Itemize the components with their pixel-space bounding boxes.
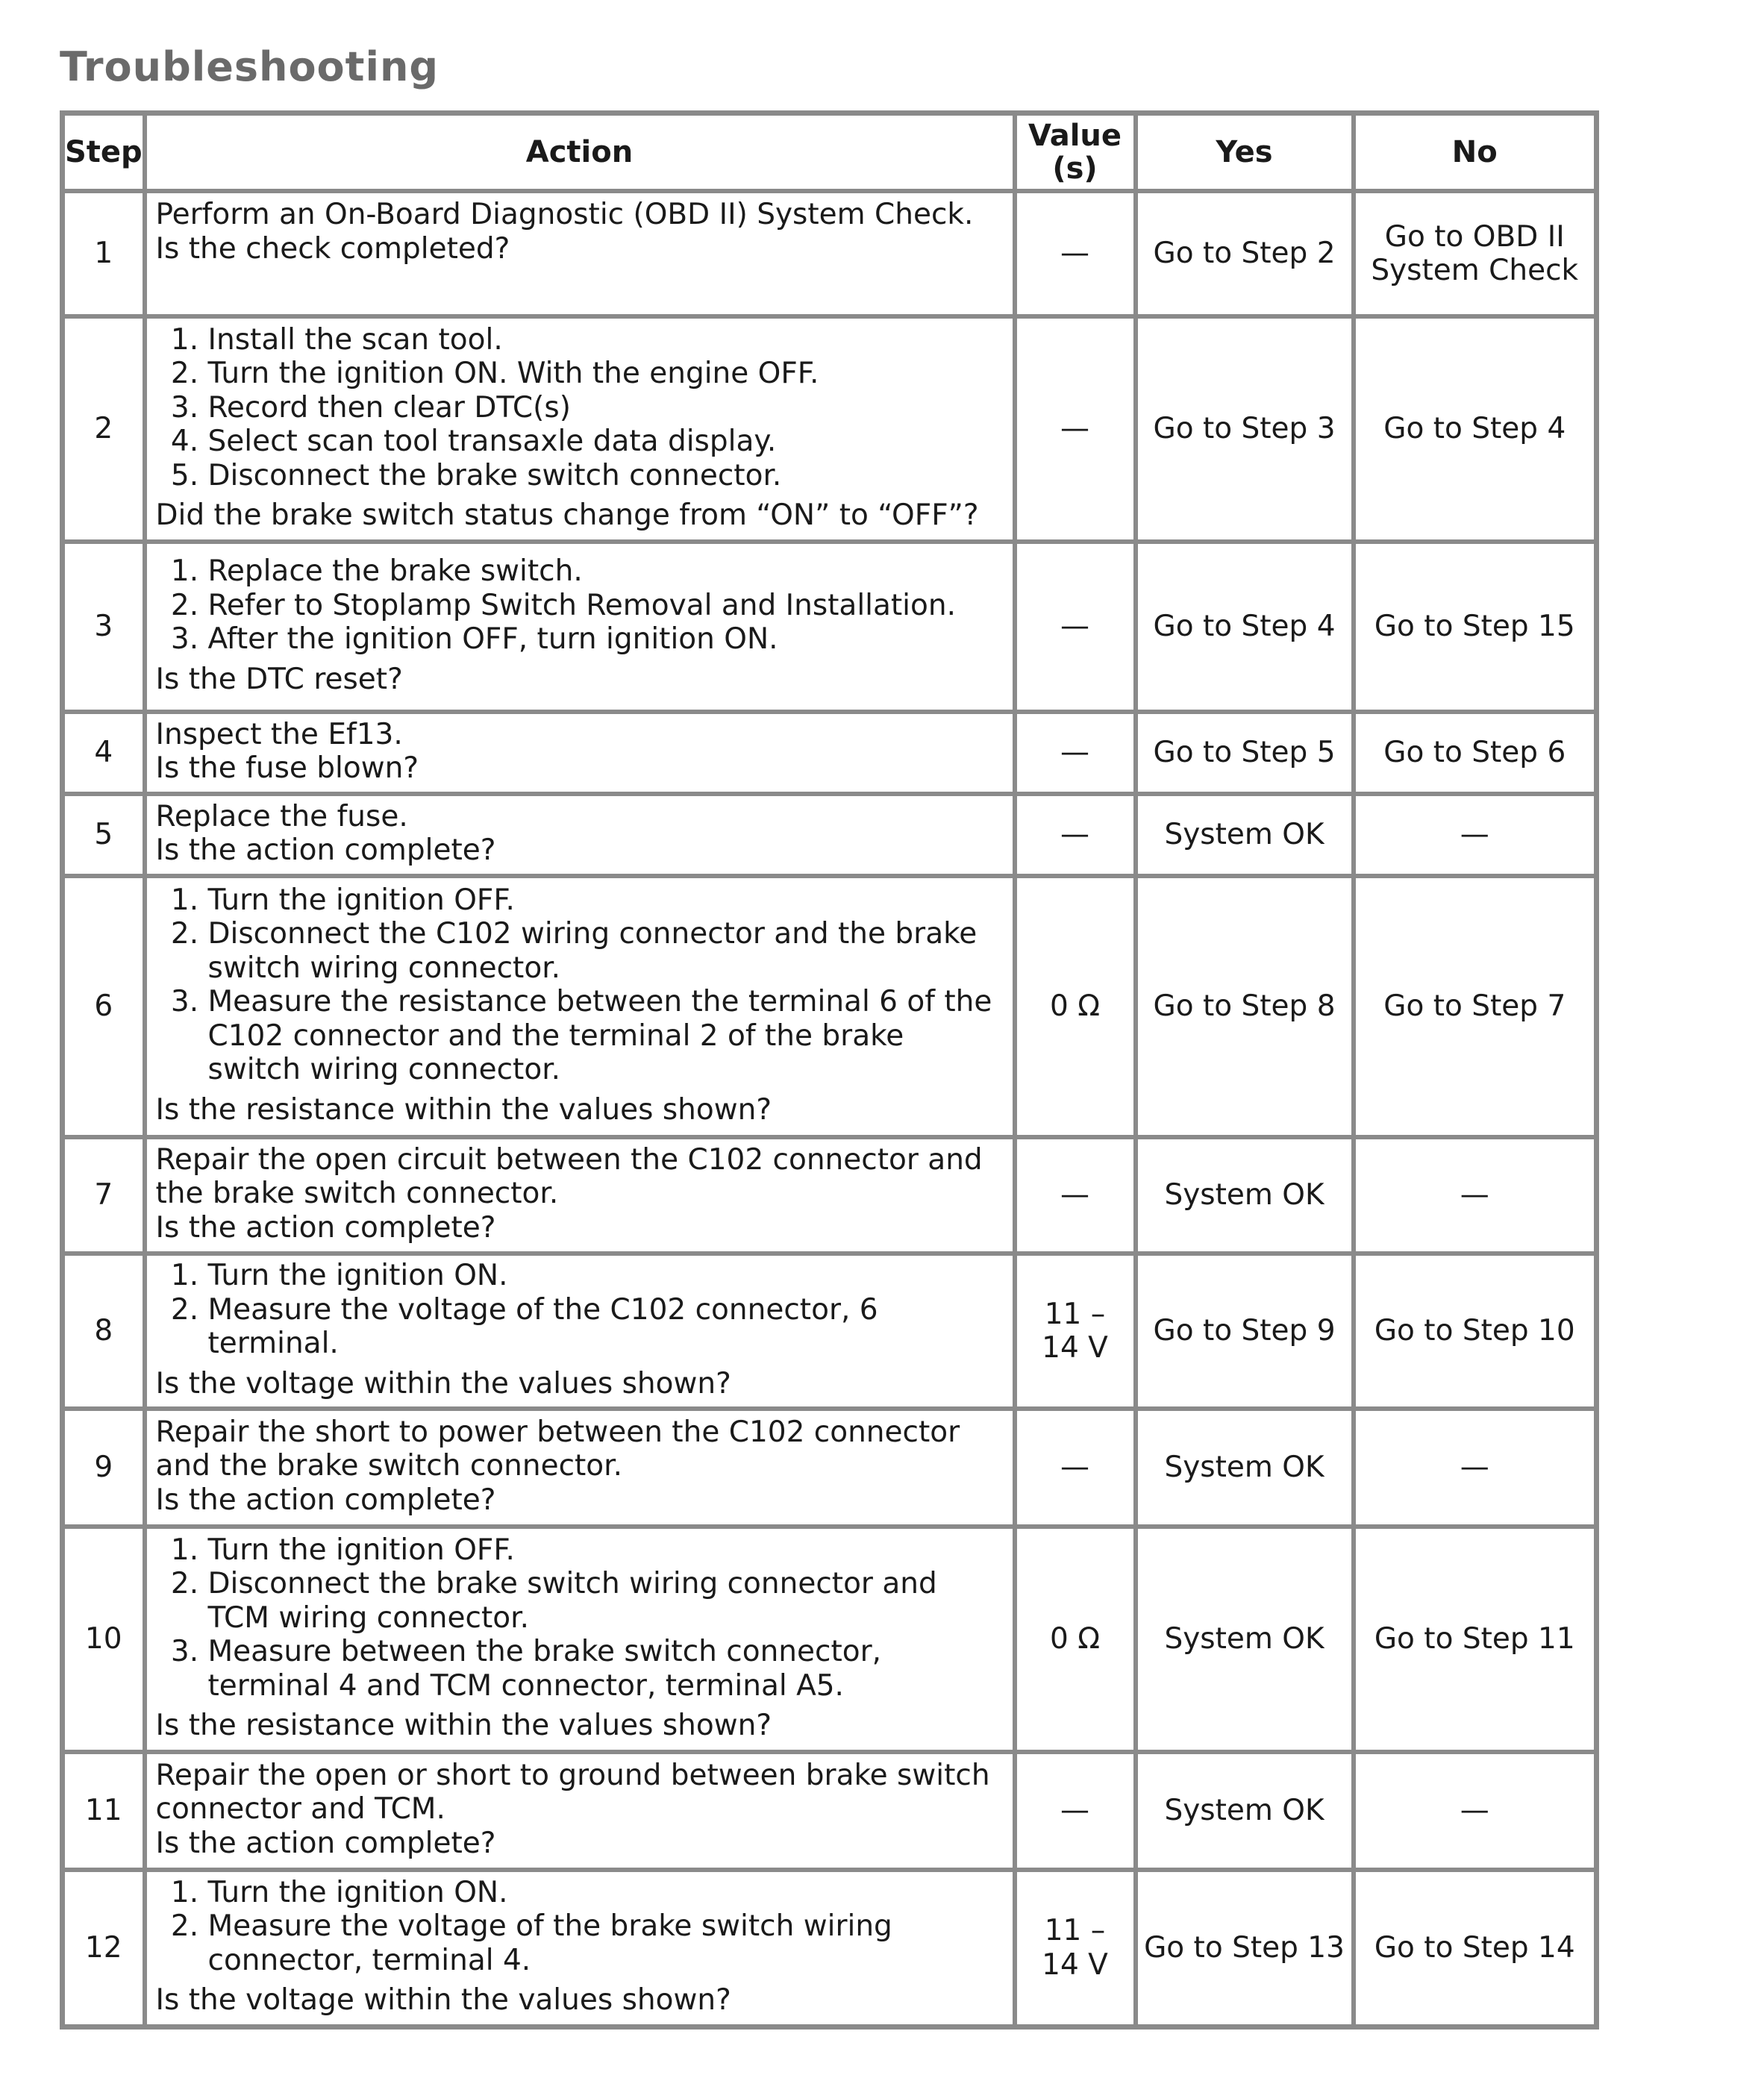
- action-list: [156, 554, 1005, 657]
- value-cell: —: [1015, 1137, 1136, 1254]
- step-number: 7: [63, 1137, 145, 1254]
- action-line: Repair the short to power between the C102 connector and the brake switch connector.: [155, 1415, 960, 1483]
- step-number: 6: [63, 876, 145, 1137]
- action-question: Is the DTC reset?: [155, 662, 403, 696]
- header-action: Action: [145, 113, 1015, 192]
- action-item: 1. Turn the ignition OFF.: [208, 883, 1005, 918]
- action-item: 3. Measure the resistance between the terminal 6 of the C102 connector and the terminal 2 of the brake switch wiring connector.: [208, 985, 1005, 1087]
- table-row: [63, 876, 1597, 1137]
- action-item: 3. Record then clear DTC(s): [208, 391, 1005, 425]
- no-cell: —: [1354, 1409, 1597, 1527]
- yes-cell: System OK: [1136, 1527, 1354, 1752]
- action-list: [156, 1259, 1005, 1361]
- table-row: [63, 1254, 1597, 1409]
- header-row: [63, 113, 1597, 192]
- value-cell: 11 – 14 V: [1015, 1870, 1136, 2027]
- action-question: Is the voltage within the values shown?: [155, 1366, 731, 1401]
- table-row: [63, 794, 1597, 876]
- action-cell: [145, 794, 1015, 876]
- action-question: Is the resistance within the values shown?: [155, 1092, 772, 1127]
- header-step: Step: [63, 113, 145, 192]
- action-question: Is the action complete?: [155, 1483, 496, 1517]
- action-question: Is the resistance within the values shown?: [155, 1709, 772, 1742]
- yes-cell: Go to Step 4: [1136, 542, 1354, 712]
- no-cell: Go to Step 4: [1354, 316, 1597, 542]
- table-row: [63, 712, 1597, 794]
- action-cell: [145, 1870, 1015, 2027]
- no-cell: Go to Step 6: [1354, 712, 1597, 794]
- no-cell: Go to Step 15: [1354, 542, 1597, 712]
- action-list: [156, 1533, 1005, 1703]
- value-cell: —: [1015, 712, 1136, 794]
- no-cell: —: [1354, 1752, 1597, 1870]
- step-number: 8: [63, 1254, 145, 1409]
- action-question: Did the brake switch status change from “ON” to “OFF”?: [155, 498, 979, 532]
- value-cell: —: [1015, 542, 1136, 712]
- step-number: 5: [63, 794, 145, 876]
- action-line: Replace the fuse.: [155, 799, 408, 833]
- action-cell: [145, 1254, 1015, 1409]
- yes-cell: System OK: [1136, 1409, 1354, 1527]
- action-question: Is the check completed?: [155, 231, 510, 266]
- action-item: 1. Turn the ignition ON.: [208, 1876, 1005, 1910]
- action-cell: [145, 1409, 1015, 1527]
- step-number: 10: [63, 1527, 145, 1752]
- value-cell: —: [1015, 316, 1136, 542]
- action-cell: [145, 542, 1015, 712]
- action-item: 1. Install the scan tool.: [208, 323, 1005, 357]
- action-item: 5. Disconnect the brake switch connector.: [208, 459, 1005, 493]
- no-cell: Go to Step 7: [1354, 876, 1597, 1137]
- no-cell: Go to Step 10: [1354, 1254, 1597, 1409]
- header-value: Value (s): [1015, 113, 1136, 192]
- yes-cell: System OK: [1136, 794, 1354, 876]
- action-item: 4. Select scan tool transaxle data display.: [208, 425, 1005, 459]
- yes-cell: Go to Step 3: [1136, 316, 1354, 542]
- value-cell: —: [1015, 1752, 1136, 1870]
- table-row: [63, 316, 1597, 542]
- step-number: 11: [63, 1752, 145, 1870]
- action-item: 1. Turn the ignition ON.: [208, 1259, 1005, 1293]
- value-cell: 0 Ω: [1015, 876, 1136, 1137]
- table-row: [63, 1137, 1597, 1254]
- action-cell: [145, 191, 1015, 316]
- action-line: Inspect the Ef13.: [155, 717, 403, 751]
- action-item: 1. Turn the ignition OFF.: [208, 1533, 1005, 1568]
- table-row: [63, 1409, 1597, 1527]
- action-item: 2. Turn the ignition ON. With the engine OFF.: [208, 357, 1005, 391]
- action-cell: [145, 876, 1015, 1137]
- value-cell: —: [1015, 191, 1136, 316]
- table-row: [63, 191, 1597, 316]
- yes-cell: Go to Step 8: [1136, 876, 1354, 1137]
- action-item: 2. Measure the voltage of the brake switch wiring connector, terminal 4.: [208, 1909, 1005, 1977]
- yes-cell: Go to Step 2: [1136, 191, 1354, 316]
- value-cell: 11 – 14 V: [1015, 1254, 1136, 1409]
- value-cell: 0 Ω: [1015, 1527, 1136, 1752]
- action-list: [156, 1876, 1005, 1978]
- page-title: Troubleshooting: [60, 43, 440, 90]
- header-no: No: [1354, 113, 1597, 192]
- action-item: 2. Disconnect the C102 wiring connector and the brake switch wiring connector.: [208, 917, 1005, 985]
- action-list: [156, 323, 1005, 493]
- action-item: 2. Refer to Stoplamp Switch Removal and Installation.: [208, 589, 1005, 623]
- step-number: 1: [63, 191, 145, 316]
- action-line: Repair the open circuit between the C102 connector and the brake switch connector.: [155, 1142, 983, 1211]
- table-row: [63, 1752, 1597, 1870]
- yes-cell: Go to Step 9: [1136, 1254, 1354, 1409]
- action-cell: [145, 1527, 1015, 1752]
- action-item: 3. After the ignition OFF, turn ignition ON.: [208, 622, 1005, 657]
- no-cell: Go to Step 11: [1354, 1527, 1597, 1752]
- value-cell: —: [1015, 1409, 1136, 1527]
- action-list: [156, 883, 1005, 1087]
- action-item: 2. Disconnect the brake switch wiring connector and TCM wiring connector.: [208, 1567, 1005, 1635]
- yes-cell: Go to Step 5: [1136, 712, 1354, 794]
- no-cell: —: [1354, 1137, 1597, 1254]
- troubleshooting-table: [60, 110, 1599, 2030]
- step-number: 4: [63, 712, 145, 794]
- action-question: Is the action complete?: [155, 1210, 496, 1245]
- step-number: 3: [63, 542, 145, 712]
- value-cell: —: [1015, 794, 1136, 876]
- action-question: Is the action complete?: [155, 1826, 496, 1860]
- yes-cell: System OK: [1136, 1137, 1354, 1254]
- action-line: Repair the open or short to ground between brake switch connector and TCM.: [155, 1758, 990, 1827]
- header-yes: Yes: [1136, 113, 1354, 192]
- action-item: 3. Measure between the brake switch connector, terminal 4 and TCM connector, terminal A5.: [208, 1635, 1005, 1703]
- action-cell: [145, 316, 1015, 542]
- action-item: 1. Replace the brake switch.: [208, 554, 1005, 589]
- action-line: Perform an On-Board Diagnostic (OBD II) System Check.: [155, 198, 974, 231]
- yes-cell: Go to Step 13: [1136, 1870, 1354, 2027]
- yes-cell: System OK: [1136, 1752, 1354, 1870]
- table-row: [63, 1870, 1597, 2027]
- action-question: Is the fuse blown?: [155, 751, 419, 785]
- step-number: 12: [63, 1870, 145, 2027]
- action-question: Is the action complete?: [155, 833, 496, 867]
- step-number: 2: [63, 316, 145, 542]
- action-cell: [145, 1137, 1015, 1254]
- no-cell: —: [1354, 794, 1597, 876]
- action-item: 2. Measure the voltage of the C102 connector, 6 terminal.: [208, 1293, 1005, 1361]
- table-row: [63, 1527, 1597, 1752]
- table-row: [63, 542, 1597, 712]
- no-cell: Go to OBD II System Check: [1354, 191, 1597, 316]
- action-cell: [145, 712, 1015, 794]
- step-number: 9: [63, 1409, 145, 1527]
- action-question: Is the voltage within the values shown?: [155, 1983, 731, 2018]
- action-cell: [145, 1752, 1015, 1870]
- no-cell: Go to Step 14: [1354, 1870, 1597, 2027]
